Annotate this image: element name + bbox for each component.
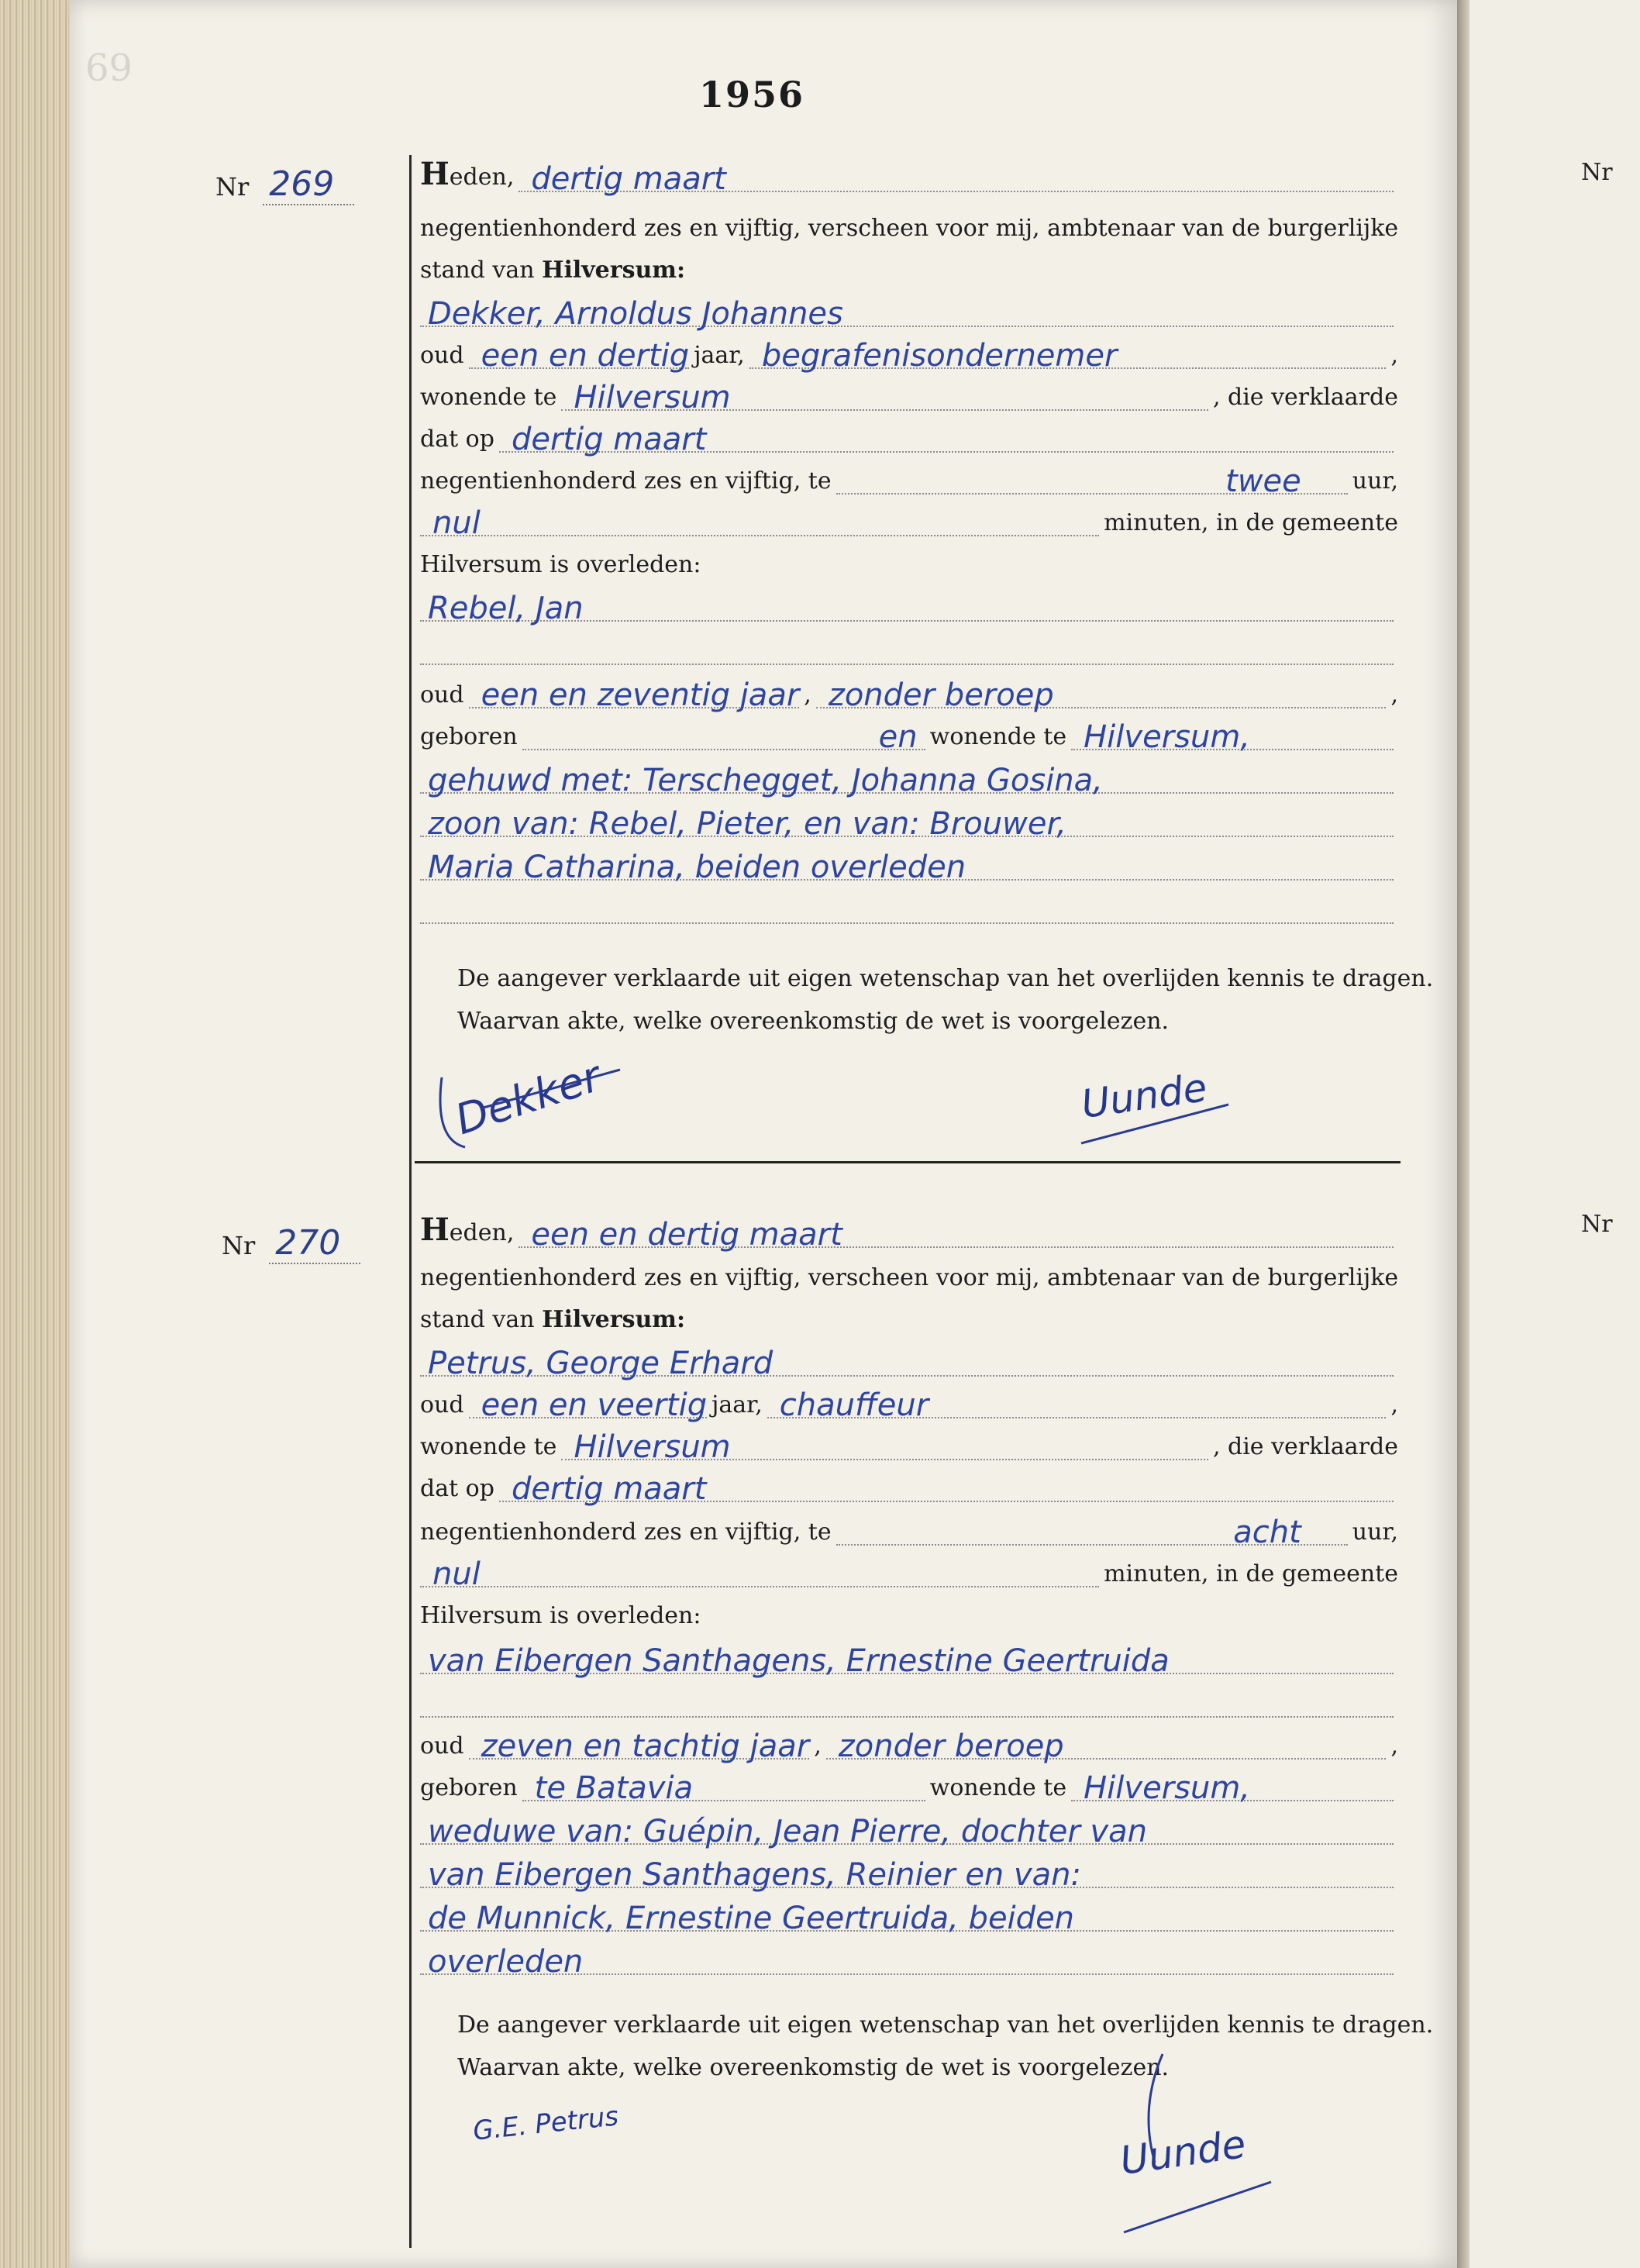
declarant-name: Dekker, Arnoldus Johannes: [428, 296, 843, 332]
closing-statement-2: Waarvan akte, welke overeenkomstig de wet is voorgelezen.: [457, 1008, 1170, 1035]
declarant-name: Petrus, George Erhard: [428, 1346, 773, 1381]
deceased-residence: Hilversum,: [1084, 1770, 1250, 1806]
deceased-age-line: oud een en zeventig jaar , zonder beroep ,: [420, 677, 1398, 713]
blank-line: [420, 1679, 1398, 1718]
declarant-line: [420, 1338, 1398, 1381]
deceased-age: zeven en tachtig jaar: [481, 1729, 810, 1764]
declarant-residence: Hilversum: [574, 1429, 731, 1465]
declarant-age: een en veertig: [481, 1387, 708, 1423]
stand-line: stand van Hilversum:: [420, 257, 686, 284]
parents-detail-cont: de Munnick, Ernestine Geertruida, beiden: [428, 1901, 1075, 1936]
heden-line: Heden, dertig maart: [420, 153, 1398, 192]
stand-line: stand van Hilversum:: [420, 1306, 686, 1333]
spouse-detail: weduwe van: Guépin, Jean Pierre, dochter van: [428, 1814, 1148, 1849]
column-divider: [409, 155, 412, 2248]
spouse-detail: gehuwd met: Terschegget, Johanna Gosina,: [428, 763, 1103, 798]
declarant-signature-2: G.E. Petrus: [471, 2101, 620, 2147]
declarant-occupation: begrafenisondernemer: [761, 338, 1118, 374]
detail-line-4: [420, 885, 1398, 924]
date-of-death: dertig maart: [511, 422, 707, 457]
date-of-act: een en dertig maart: [531, 1217, 842, 1253]
detail-end: overleden: [428, 1944, 584, 1980]
declarant-occupation: chauffeur: [779, 1387, 929, 1423]
record-number-value: 270: [269, 1223, 360, 1264]
date-of-act: dertig maart: [531, 161, 726, 197]
parents-detail: van Eibergen Santhagens, Reinier en van:: [428, 1857, 1082, 1893]
minutes-line: nul minuten, in de gemeente: [420, 1549, 1398, 1587]
birthplace: te Batavia: [534, 1770, 694, 1806]
deceased-occupation: zonder beroep: [838, 1729, 1064, 1764]
date-death-line: dat op dertig maart: [420, 1463, 1398, 1502]
deceased-residence: Hilversum,: [1084, 719, 1250, 755]
residence-line: wonende te Hilversum , die verklaarde: [420, 380, 1398, 415]
overleden-line: Hilversum is overleden:: [420, 1602, 701, 1629]
detail-line-3: [420, 1893, 1398, 1936]
intro-line: negentienhonderd zes en vijftig, verscheen voor mij, ambtenaar van de burgerlijke: [420, 1264, 1399, 1291]
official-signature-1: Uunde: [1078, 1064, 1210, 1128]
detail-line-1: [420, 755, 1398, 798]
parents-detail-cont: Maria Catharina, beiden overleden: [428, 850, 966, 885]
facing-page: [1469, 0, 1640, 2268]
page-year: 1956: [698, 74, 805, 115]
official-signature-2: Uunde: [1117, 2121, 1249, 2184]
age-occupation-line: oud een en veertig jaar, chauffeur ,: [420, 1387, 1398, 1423]
deceased-age-line: oud zeven en tachtig jaar , zonder beroep ,: [420, 1729, 1398, 1764]
blank-line: [420, 626, 1398, 665]
hour-of-death: acht: [1233, 1515, 1301, 1550]
heden-label: eden,: [449, 164, 515, 191]
declarant-signature-stroke-1: [434, 1051, 636, 1170]
closing-statement-1: De aangever verklaarde uit eigen wetenschap van het overlijden kennis te dragen.: [457, 2011, 1434, 2039]
heden-line: Heden, een en dertig maart: [420, 1209, 1398, 1248]
deceased-line: [420, 583, 1398, 626]
declarant-residence: Hilversum: [574, 380, 731, 415]
official-signature-stroke-1: [1073, 1070, 1244, 1155]
detail-line-2: [420, 1849, 1398, 1893]
declarant-line: [420, 288, 1398, 332]
minutes-line: nul minuten, in de gemeente: [420, 498, 1398, 536]
date-death-line: dat op dertig maart: [420, 414, 1398, 453]
bleed-through-page-number: 69: [85, 47, 133, 90]
hour-of-death: twee: [1225, 464, 1301, 499]
book-gutter: [1457, 0, 1469, 2268]
parents-detail: zoon van: Rebel, Pieter, en van: Brouwer,: [428, 806, 1066, 842]
closing-statement-1: De aangever verklaarde uit eigen wetenschap van het overlijden kennis te dragen.: [457, 965, 1434, 992]
declarant-signature-1: Dekker: [449, 1051, 607, 1145]
birthplace: en: [878, 719, 918, 755]
detail-line-1: [420, 1806, 1398, 1849]
detail-line-2: [420, 798, 1398, 842]
declarant-age: een en dertig: [481, 338, 690, 374]
minutes-of-death: nul: [432, 1556, 481, 1592]
deceased-occupation: zonder beroep: [828, 677, 1054, 713]
record-number-2: Nr 270: [222, 1223, 360, 1264]
detail-line-3: [420, 842, 1398, 885]
birthplace-line: geboren en wonende te Hilversum,: [420, 712, 1398, 750]
deceased-name: Rebel, Jan: [428, 591, 584, 626]
facing-page-nr-label-2: Nr: [1581, 1211, 1613, 1238]
deceased-name: van Eibergen Santhagens, Ernestine Geertruida: [428, 1643, 1170, 1679]
detail-line-4: [420, 1936, 1398, 1980]
official-signature-stroke-2: [1108, 2046, 1294, 2240]
facing-page-nr-label-1: Nr: [1581, 159, 1613, 186]
hour-line: negentienhonderd zes en vijftig, te twee uur,: [420, 464, 1398, 499]
hour-line: negentienhonderd zes en vijftig, te acht uur,: [420, 1515, 1398, 1550]
deceased-line: [420, 1636, 1398, 1679]
deceased-age: een en zeventig jaar: [481, 677, 800, 713]
overleden-line: Hilversum is overleden:: [420, 551, 701, 578]
closing-statement-2: Waarvan akte, welke overeenkomstig de wet is voorgelezen.: [457, 2054, 1170, 2081]
record-number-1: Nr 269: [215, 164, 354, 205]
intro-line: negentienhonderd zes en vijftig, verscheen voor mij, ambtenaar van de burgerlijke: [420, 215, 1399, 242]
date-of-death: dertig maart: [511, 1471, 707, 1507]
minutes-of-death: nul: [432, 505, 481, 541]
birthplace-line: geboren te Batavia wonende te Hilversum,: [420, 1763, 1398, 1801]
record-number-value: 269: [263, 164, 354, 205]
residence-line: wonende te Hilversum , die verklaarde: [420, 1429, 1398, 1465]
age-occupation-line: oud een en dertig jaar, begrafenisondernemer ,: [420, 338, 1398, 374]
book-page-edges: [0, 0, 70, 2268]
